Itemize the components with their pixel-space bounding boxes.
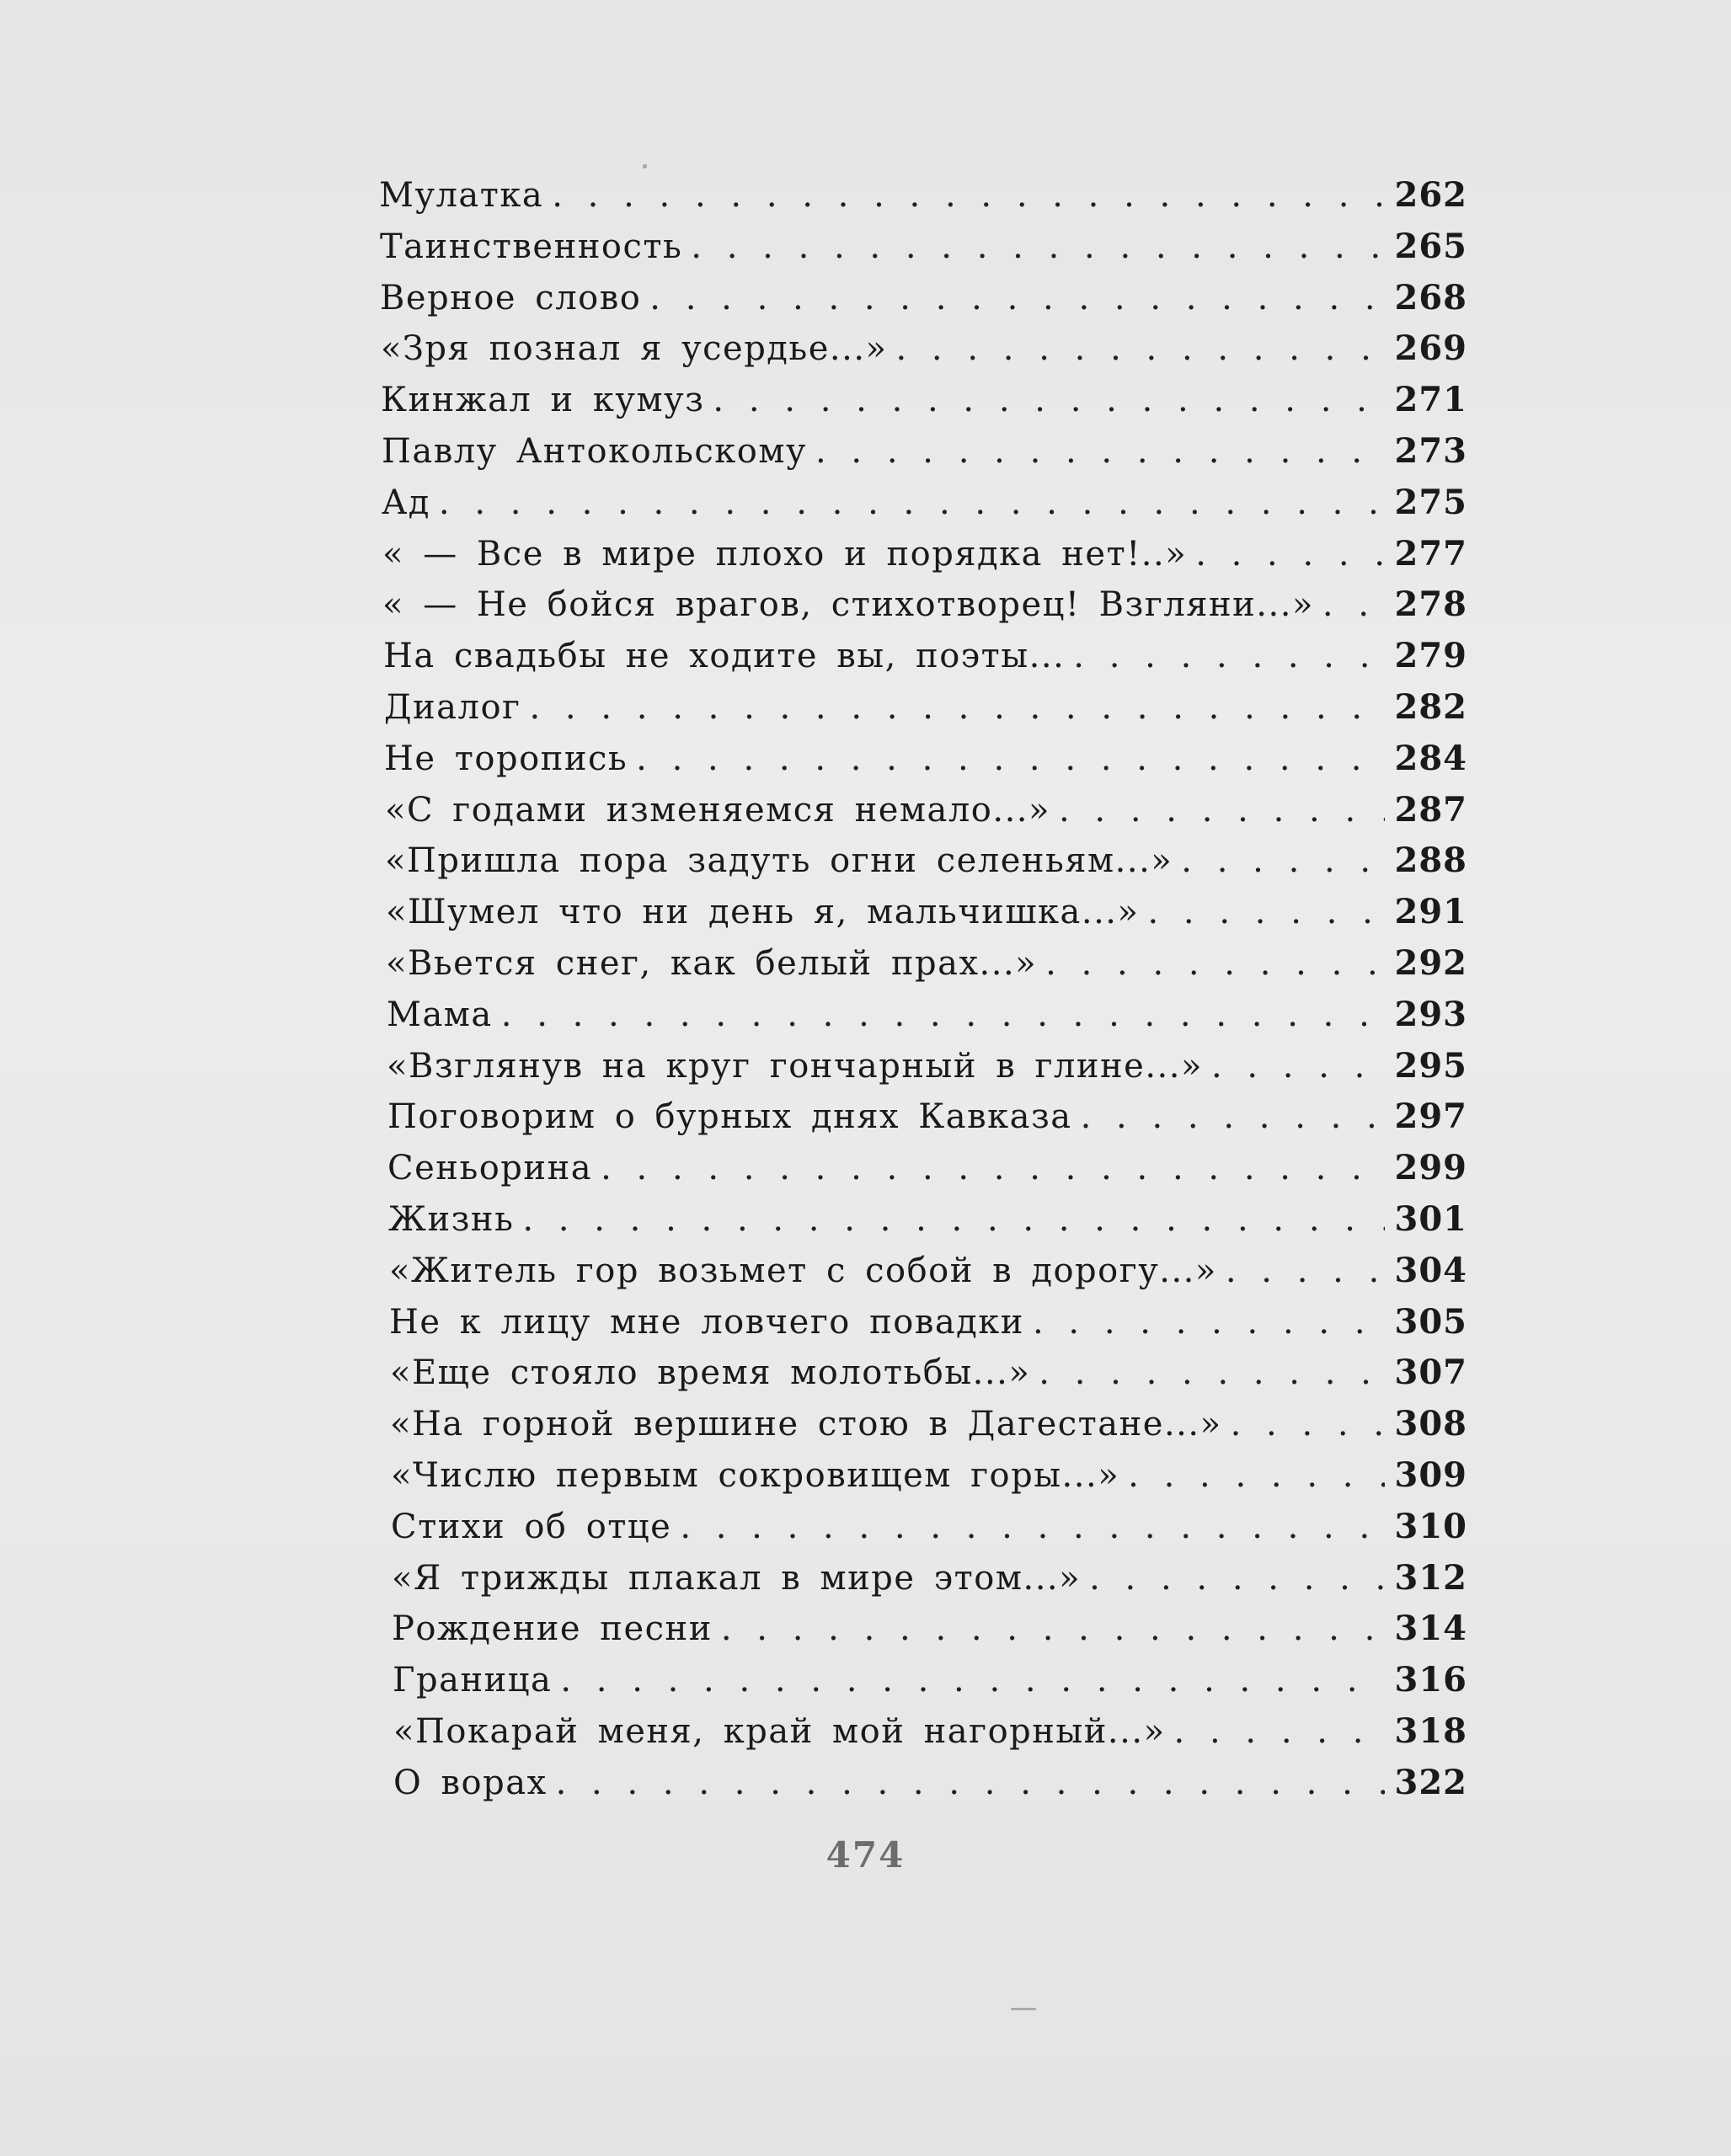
entry-page-number: 304 <box>1394 1250 1467 1290</box>
entry-page-number: 297 <box>1394 1097 1467 1137</box>
entry-title: «Вьется снег, как белый прах...» <box>386 943 1038 983</box>
toc-entry <box>387 1143 1467 1194</box>
dot-leader <box>1322 579 1385 631</box>
entry-page-number: 314 <box>1394 1609 1467 1649</box>
dot-leader <box>713 375 1384 426</box>
entry-title: «Еще стояло время молотьбы...» <box>390 1353 1031 1393</box>
toc-entry <box>382 426 1467 478</box>
entry-title: Граница <box>393 1661 553 1700</box>
entry-title: На свадьбы не ходите вы, поэты... <box>383 637 1066 676</box>
entry-page-number: 268 <box>1394 277 1467 318</box>
entry-title: «Покарай меня, край мой нагорный...» <box>393 1711 1166 1751</box>
entry-page-number: 309 <box>1394 1454 1467 1495</box>
entry-page-number: 301 <box>1394 1198 1467 1239</box>
entry-title: «С годами изменяемся немало...» <box>385 790 1050 830</box>
dot-leader <box>1181 835 1384 887</box>
entry-title: Сеньорина <box>387 1149 593 1188</box>
page-number: 474 <box>825 1834 906 1876</box>
toc-entry <box>391 1502 1467 1553</box>
dot-leader <box>1231 1399 1385 1450</box>
toc-entry <box>388 1194 1467 1246</box>
toc-entry <box>382 529 1467 580</box>
dot-leader <box>522 1194 1384 1246</box>
entry-page-number: 279 <box>1394 636 1467 676</box>
dot-leader <box>1045 938 1384 990</box>
toc-entry <box>391 1450 1467 1502</box>
entry-page-number: 293 <box>1394 994 1467 1034</box>
dot-leader <box>1039 1348 1384 1399</box>
entry-page-number: 292 <box>1394 942 1467 983</box>
entry-page-number: 312 <box>1394 1557 1467 1598</box>
toc-entry <box>392 1604 1467 1655</box>
dot-leader <box>1089 1553 1384 1604</box>
entry-page-number: 273 <box>1394 430 1467 471</box>
toc-entry <box>390 1399 1467 1450</box>
toc-entry <box>393 1655 1467 1706</box>
dot-leader <box>1195 529 1384 580</box>
dot-leader <box>529 682 1384 734</box>
entry-title: «Житель гор возьмет с собой в дорогу...» <box>389 1251 1217 1290</box>
entry-page-number: 269 <box>1394 328 1467 369</box>
toc-entry <box>382 579 1467 631</box>
entry-title: Павлу Антокольскому <box>382 431 807 471</box>
entry-page-number: 265 <box>1394 226 1467 266</box>
dot-leader <box>1128 1450 1384 1502</box>
dot-leader <box>815 426 1385 478</box>
dot-leader <box>649 273 1384 324</box>
entry-page-number: 271 <box>1394 380 1467 420</box>
entry-page-number: 287 <box>1394 789 1467 830</box>
paper-speck <box>1011 2008 1036 2010</box>
toc-entry <box>387 1091 1467 1143</box>
entry-page-number: 291 <box>1394 892 1467 932</box>
entry-page-number: 282 <box>1394 686 1467 727</box>
entry-page-number: 307 <box>1394 1353 1467 1393</box>
entry-title: «Я трижды плакал в мире этом...» <box>392 1558 1082 1598</box>
entry-title: «Шумел что ни день я, мальчишка...» <box>386 893 1140 932</box>
entry-page-number: 295 <box>1394 1045 1467 1086</box>
toc-entry <box>389 1246 1467 1297</box>
toc-entry <box>386 938 1467 990</box>
entry-title: Верное слово <box>380 278 642 318</box>
entry-page-number: 322 <box>1394 1762 1467 1802</box>
dot-leader <box>1059 785 1385 836</box>
toc-entry <box>390 1348 1467 1399</box>
entry-page-number: 288 <box>1394 841 1467 881</box>
entry-title: Стихи об отце <box>391 1507 672 1546</box>
entry-title: « — Все в мире плохо и порядка нет!..» <box>382 534 1188 574</box>
toc-entry <box>393 1706 1467 1758</box>
entry-title: «На горной вершине стою в Дагестане...» <box>390 1405 1222 1444</box>
toc-entry <box>385 785 1467 836</box>
dot-leader <box>552 170 1384 221</box>
toc-entry <box>389 1297 1467 1348</box>
entry-title: Не торопись <box>384 739 628 778</box>
dot-leader <box>560 1655 1384 1706</box>
entry-title: «Взглянув на круг гончарный в глине...» <box>387 1046 1203 1086</box>
entry-page-number: 299 <box>1394 1148 1467 1188</box>
toc-entry <box>392 1553 1467 1604</box>
entry-title: Рождение песни <box>392 1609 713 1649</box>
entry-title: «Зря познал я усердье...» <box>381 329 888 369</box>
toc-entry <box>379 170 1467 221</box>
entry-page-number: 284 <box>1394 738 1467 778</box>
table-of-contents <box>379 170 1467 1809</box>
entry-page-number: 262 <box>1394 175 1467 215</box>
dot-leader <box>1226 1246 1385 1297</box>
entry-page-number: 277 <box>1394 533 1467 574</box>
entry-title: Не к лицу мне ловчего повадки <box>389 1302 1024 1342</box>
entry-title: « — Не бойся врагов, стихотворец! Взгляни...» <box>382 585 1314 625</box>
toc-entry <box>387 990 1467 1041</box>
dot-leader <box>680 1502 1384 1553</box>
entry-page-number: 308 <box>1394 1404 1467 1444</box>
toc-entry <box>382 478 1467 529</box>
dot-leader <box>1033 1297 1385 1348</box>
dot-leader <box>691 221 1384 273</box>
entry-page-number: 278 <box>1394 584 1467 625</box>
toc-entry <box>384 734 1467 785</box>
toc-entry <box>386 887 1467 938</box>
entry-title: Ад <box>382 483 430 522</box>
entry-title: «Числю первым сокровищем горы...» <box>391 1455 1120 1495</box>
dot-leader <box>501 990 1385 1041</box>
toc-entry <box>380 273 1467 324</box>
dot-leader <box>1073 631 1384 682</box>
dot-leader <box>439 478 1385 529</box>
paper-speck <box>643 164 647 168</box>
dot-leader <box>1081 1091 1385 1143</box>
entry-title: Жизнь <box>388 1199 515 1239</box>
toc-entry <box>381 375 1467 426</box>
toc-entry <box>393 1758 1467 1809</box>
entry-title: Поговорим о бурных днях Кавказа <box>387 1097 1072 1137</box>
entry-title: Мама <box>387 995 493 1034</box>
dot-leader <box>636 734 1384 785</box>
toc-entry <box>383 631 1467 682</box>
entry-page-number: 318 <box>1394 1710 1467 1751</box>
entry-title: Диалог <box>384 687 521 727</box>
dot-leader <box>896 323 1385 375</box>
dot-leader <box>601 1143 1384 1194</box>
dot-leader <box>721 1604 1385 1655</box>
entry-page-number: 316 <box>1394 1660 1467 1700</box>
toc-entry <box>385 835 1467 887</box>
toc-entry <box>387 1041 1467 1092</box>
entry-title: О ворах <box>393 1763 548 1802</box>
entry-title: «Пришла пора задуть огни селеньям...» <box>385 841 1173 881</box>
entry-page-number: 275 <box>1394 482 1467 522</box>
entry-page-number: 310 <box>1394 1506 1467 1546</box>
entry-title: Кинжал и кумуз <box>381 381 705 420</box>
entry-title: Таинственность <box>380 227 683 266</box>
entry-page-number: 305 <box>1394 1301 1467 1342</box>
toc-entry <box>384 682 1467 734</box>
toc-entry <box>381 323 1467 375</box>
dot-leader <box>556 1758 1385 1809</box>
dot-leader <box>1174 1706 1385 1758</box>
toc-entry <box>380 221 1467 273</box>
dot-leader <box>1211 1041 1385 1092</box>
dot-leader <box>1148 887 1385 938</box>
entry-title: Мулатка <box>379 176 544 215</box>
